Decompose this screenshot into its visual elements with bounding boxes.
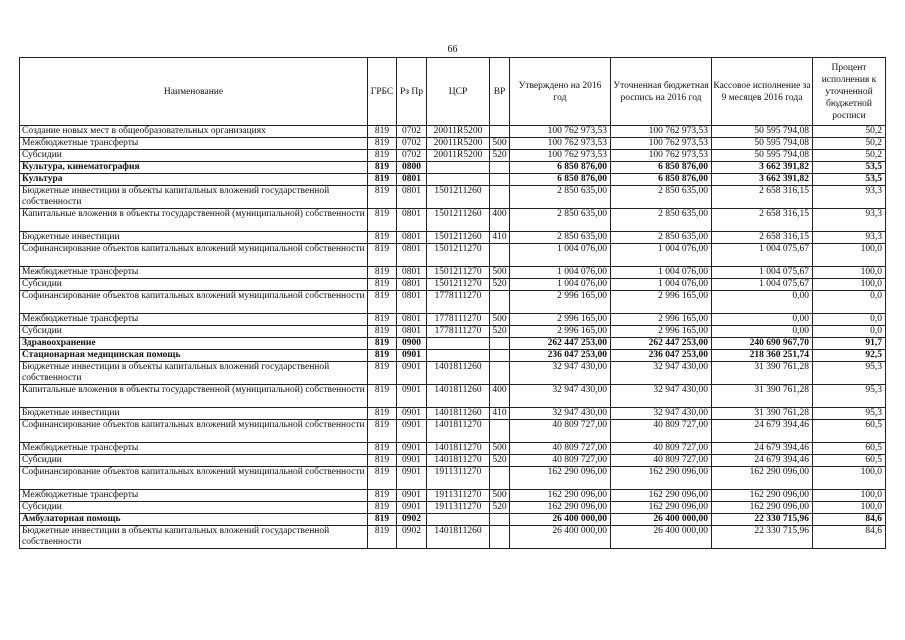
cell-rzpr: 0801 [397,232,427,244]
cell-approved: 40 809 727,00 [510,443,611,455]
cell-refined: 162 290 096,00 [611,467,712,490]
cell-name: Стационарная медицинская помощь [20,350,368,362]
table-row [20,443,886,455]
cell-cash: 2 658 316,15 [712,232,813,244]
table-row [20,455,886,467]
cell-vr: 400 [490,385,510,408]
cell-approved: 100 762 973,53 [510,150,611,162]
cell-rzpr: 0801 [397,279,427,291]
cell-refined: 100 762 973,53 [611,150,712,162]
cell-approved: 32 947 430,00 [510,362,611,385]
table-row [20,526,886,549]
cell-percent: 84,6 [813,526,886,549]
table-row [20,126,886,138]
cell-grbs: 819 [368,455,397,467]
cell-percent: 91,7 [813,338,886,350]
cell-cash: 3 662 391,82 [712,162,813,174]
cell-cash: 240 690 967,70 [712,338,813,350]
cell-cash: 3 662 391,82 [712,174,813,186]
cell-csr: 1778111270 [427,291,490,314]
cell-csr: 1501211260 [427,232,490,244]
cell-refined: 2 996 165,00 [611,291,712,314]
cell-approved: 2 996 165,00 [510,291,611,314]
cell-csr [427,350,490,362]
cell-grbs: 819 [368,385,397,408]
table-body [20,126,886,549]
cell-csr: 1911311270 [427,467,490,490]
cell-rzpr: 0901 [397,408,427,420]
cell-rzpr: 0901 [397,443,427,455]
cell-vr [490,244,510,267]
cell-percent: 60,5 [813,443,886,455]
cell-cash: 22 330 715,96 [712,514,813,526]
cell-name: Софинансирование объектов капитальных вложений муниципальной собственности [20,467,368,490]
cell-percent: 60,5 [813,455,886,467]
cell-vr [490,362,510,385]
cell-name: Софинансирование объектов капитальных вложений муниципальной собственности [20,420,368,443]
cell-vr: 520 [490,502,510,514]
cell-approved: 2 850 635,00 [510,186,611,209]
cell-cash: 1 004 075,67 [712,267,813,279]
cell-cash: 31 390 761,28 [712,408,813,420]
cell-approved: 1 004 076,00 [510,244,611,267]
cell-cash: 0,00 [712,314,813,326]
table-row [20,338,886,350]
cell-grbs: 819 [368,162,397,174]
cell-cash: 50 595 794,08 [712,150,813,162]
cell-refined: 6 850 876,00 [611,162,712,174]
cell-vr [490,174,510,186]
cell-rzpr: 0801 [397,291,427,314]
cell-cash: 31 390 761,28 [712,385,813,408]
cell-refined: 6 850 876,00 [611,174,712,186]
cell-name: Капитальные вложения в объекты государственной (муниципальной) собственности [20,385,368,408]
cell-rzpr: 0901 [397,467,427,490]
cell-csr: 1401811270 [427,455,490,467]
cell-cash: 24 679 394,46 [712,443,813,455]
cell-percent: 95,3 [813,362,886,385]
cell-refined: 162 290 096,00 [611,490,712,502]
cell-refined: 1 004 076,00 [611,279,712,291]
cell-csr: 20011R5200 [427,138,490,150]
cell-cash: 162 290 096,00 [712,467,813,490]
cell-cash: 0,00 [712,291,813,314]
cell-percent: 93,3 [813,209,886,232]
cell-refined: 32 947 430,00 [611,408,712,420]
table-row [20,420,886,443]
cell-name: Межбюджетные трансферты [20,138,368,150]
cell-cash: 218 360 251,74 [712,350,813,362]
cell-vr: 500 [490,490,510,502]
cell-percent: 0,0 [813,314,886,326]
cell-name: Бюджетные инвестиции в объекты капитальных вложений государственной собственности [20,186,368,209]
cell-rzpr: 0801 [397,326,427,338]
cell-grbs: 819 [368,362,397,385]
cell-name: Бюджетные инвестиции в объекты капитальных вложений государственной собственности [20,526,368,549]
cell-approved: 6 850 876,00 [510,174,611,186]
table-row [20,490,886,502]
cell-refined: 26 400 000,00 [611,526,712,549]
header-csr: ЦСР [427,58,490,126]
cell-grbs: 819 [368,467,397,490]
cell-vr: 520 [490,150,510,162]
cell-grbs: 819 [368,232,397,244]
cell-name: Субсидии [20,279,368,291]
cell-grbs: 819 [368,291,397,314]
table-row [20,408,886,420]
cell-csr: 1401811260 [427,385,490,408]
cell-percent: 100,0 [813,267,886,279]
cell-grbs: 819 [368,279,397,291]
table-row [20,502,886,514]
cell-rzpr: 0901 [397,420,427,443]
cell-rzpr: 0902 [397,526,427,549]
cell-refined: 100 762 973,53 [611,126,712,138]
cell-cash: 50 595 794,08 [712,138,813,150]
cell-refined: 40 809 727,00 [611,443,712,455]
table-row [20,350,886,362]
cell-percent: 93,3 [813,186,886,209]
cell-refined: 2 850 635,00 [611,186,712,209]
table-row [20,209,886,232]
cell-rzpr: 0702 [397,138,427,150]
table-row [20,162,886,174]
table-row [20,232,886,244]
table-row [20,267,886,279]
cell-refined: 1 004 076,00 [611,267,712,279]
cell-rzpr: 0901 [397,385,427,408]
cell-vr: 500 [490,138,510,150]
header-refined: Уточненная бюджетная роспись на 2016 год [611,58,712,126]
cell-grbs: 819 [368,443,397,455]
cell-grbs: 819 [368,326,397,338]
cell-refined: 40 809 727,00 [611,455,712,467]
cell-percent: 100,0 [813,467,886,490]
cell-percent: 92,5 [813,350,886,362]
table-row [20,291,886,314]
cell-refined: 2 996 165,00 [611,326,712,338]
cell-grbs: 819 [368,126,397,138]
cell-rzpr: 0702 [397,126,427,138]
cell-rzpr: 0801 [397,244,427,267]
cell-percent: 53,5 [813,162,886,174]
cell-approved: 40 809 727,00 [510,455,611,467]
cell-refined: 162 290 096,00 [611,502,712,514]
cell-name: Софинансирование объектов капитальных вложений муниципальной собственности [20,291,368,314]
cell-rzpr: 0901 [397,490,427,502]
cell-percent: 50,2 [813,150,886,162]
cell-vr [490,338,510,350]
cell-rzpr: 0801 [397,186,427,209]
cell-percent: 100,0 [813,490,886,502]
cell-csr [427,514,490,526]
cell-csr: 1501211270 [427,267,490,279]
table-row [20,244,886,267]
table-row [20,138,886,150]
cell-approved: 100 762 973,53 [510,126,611,138]
cell-grbs: 819 [368,350,397,362]
cell-cash: 2 658 316,15 [712,209,813,232]
header-cash: Кассовое исполнение за 9 месяцев 2016 года [712,58,813,126]
cell-csr: 1401811260 [427,408,490,420]
cell-grbs: 819 [368,526,397,549]
cell-csr: 1501211260 [427,186,490,209]
cell-csr: 1501211270 [427,279,490,291]
cell-name: Бюджетные инвестиции в объекты капитальных вложений государственной собственности [20,362,368,385]
cell-refined: 100 762 973,53 [611,138,712,150]
cell-grbs: 819 [368,514,397,526]
cell-vr [490,291,510,314]
header-percent: Процент исполнения к уточненной бюджетной росписи [813,58,886,126]
cell-percent: 60,5 [813,420,886,443]
cell-refined: 26 400 000,00 [611,514,712,526]
cell-percent: 93,3 [813,232,886,244]
cell-csr: 1401811270 [427,420,490,443]
page-number: 66 [447,44,458,55]
cell-percent: 100,0 [813,244,886,267]
cell-csr: 1401811260 [427,526,490,549]
cell-grbs: 819 [368,150,397,162]
cell-approved: 2 996 165,00 [510,314,611,326]
cell-percent: 84,6 [813,514,886,526]
cell-csr: 1778111270 [427,326,490,338]
cell-vr: 410 [490,232,510,244]
cell-refined: 1 004 076,00 [611,244,712,267]
cell-name: Межбюджетные трансферты [20,443,368,455]
cell-rzpr: 0901 [397,455,427,467]
cell-vr: 520 [490,455,510,467]
cell-approved: 32 947 430,00 [510,408,611,420]
cell-name: Субсидии [20,455,368,467]
cell-csr: 1401811260 [427,362,490,385]
cell-vr: 400 [490,209,510,232]
cell-approved: 6 850 876,00 [510,162,611,174]
cell-vr [490,126,510,138]
cell-name: Здравоохранение [20,338,368,350]
table-row [20,514,886,526]
cell-csr: 1778111270 [427,314,490,326]
cell-approved: 32 947 430,00 [510,385,611,408]
cell-rzpr: 0901 [397,350,427,362]
cell-csr: 1401811270 [427,443,490,455]
cell-refined: 2 850 635,00 [611,209,712,232]
cell-cash: 24 679 394,46 [712,420,813,443]
cell-rzpr: 0901 [397,502,427,514]
cell-percent: 0,0 [813,326,886,338]
cell-name: Субсидии [20,150,368,162]
cell-rzpr: 0800 [397,162,427,174]
cell-name: Культура, кинематография [20,162,368,174]
cell-approved: 26 400 000,00 [510,526,611,549]
cell-refined: 236 047 253,00 [611,350,712,362]
cell-vr [490,514,510,526]
cell-cash: 0,00 [712,326,813,338]
table-row [20,362,886,385]
cell-refined: 262 447 253,00 [611,338,712,350]
cell-rzpr: 0801 [397,267,427,279]
cell-approved: 236 047 253,00 [510,350,611,362]
cell-name: Субсидии [20,326,368,338]
cell-vr [490,420,510,443]
cell-name: Капитальные вложения в объекты государственной (муниципальной) собственности [20,209,368,232]
cell-refined: 2 850 635,00 [611,232,712,244]
cell-name: Культура [20,174,368,186]
cell-name: Межбюджетные трансферты [20,490,368,502]
cell-name: Межбюджетные трансферты [20,267,368,279]
cell-cash: 1 004 075,67 [712,279,813,291]
table-row [20,326,886,338]
cell-approved: 26 400 000,00 [510,514,611,526]
cell-csr [427,174,490,186]
cell-name: Субсидии [20,502,368,514]
cell-cash: 2 658 316,15 [712,186,813,209]
cell-approved: 1 004 076,00 [510,279,611,291]
cell-rzpr: 0900 [397,338,427,350]
cell-rzpr: 0702 [397,150,427,162]
cell-csr: 1501211270 [427,244,490,267]
cell-csr [427,162,490,174]
table-header-row [20,58,886,126]
cell-rzpr: 0801 [397,209,427,232]
cell-vr: 520 [490,279,510,291]
cell-vr: 520 [490,326,510,338]
cell-vr: 500 [490,443,510,455]
cell-grbs: 819 [368,267,397,279]
header-name: Наименование [20,58,368,126]
cell-grbs: 819 [368,209,397,232]
cell-vr: 410 [490,408,510,420]
cell-grbs: 819 [368,408,397,420]
header-grbs: ГРБС [368,58,397,126]
cell-approved: 162 290 096,00 [510,502,611,514]
cell-percent: 0,0 [813,291,886,314]
table-row [20,385,886,408]
cell-csr [427,338,490,350]
cell-percent: 50,2 [813,138,886,150]
cell-approved: 40 809 727,00 [510,420,611,443]
cell-rzpr: 0801 [397,174,427,186]
cell-grbs: 819 [368,244,397,267]
cell-vr [490,162,510,174]
table-row [20,150,886,162]
table-row [20,467,886,490]
header-vr: ВР [490,58,510,126]
cell-csr: 1911311270 [427,490,490,502]
cell-name: Создание новых мест в общеобразовательных организациях [20,126,368,138]
cell-approved: 262 447 253,00 [510,338,611,350]
cell-csr: 1501211260 [427,209,490,232]
cell-percent: 100,0 [813,279,886,291]
cell-grbs: 819 [368,174,397,186]
cell-approved: 100 762 973,53 [510,138,611,150]
cell-vr [490,526,510,549]
budget-table [19,57,886,549]
cell-vr [490,350,510,362]
cell-name: Межбюджетные трансферты [20,314,368,326]
cell-grbs: 819 [368,420,397,443]
cell-grbs: 819 [368,186,397,209]
cell-refined: 40 809 727,00 [611,420,712,443]
table-row [20,279,886,291]
cell-approved: 162 290 096,00 [510,490,611,502]
cell-approved: 2 996 165,00 [510,326,611,338]
cell-grbs: 819 [368,314,397,326]
cell-refined: 32 947 430,00 [611,385,712,408]
cell-vr [490,467,510,490]
cell-csr: 20011R5200 [427,150,490,162]
cell-cash: 50 595 794,08 [712,126,813,138]
cell-rzpr: 0902 [397,514,427,526]
cell-approved: 162 290 096,00 [510,467,611,490]
cell-approved: 2 850 635,00 [510,209,611,232]
cell-approved: 1 004 076,00 [510,267,611,279]
cell-vr: 500 [490,267,510,279]
cell-csr: 20011R5200 [427,126,490,138]
cell-cash: 31 390 761,28 [712,362,813,385]
cell-cash: 1 004 075,67 [712,244,813,267]
cell-refined: 2 996 165,00 [611,314,712,326]
header-approved: Утверждено на 2016 год [510,58,611,126]
cell-csr: 1911311270 [427,502,490,514]
cell-refined: 32 947 430,00 [611,362,712,385]
cell-rzpr: 0801 [397,314,427,326]
cell-grbs: 819 [368,138,397,150]
cell-rzpr: 0901 [397,362,427,385]
table-row [20,174,886,186]
cell-percent: 95,3 [813,385,886,408]
header-rzpr: Рз Пр [397,58,427,126]
cell-grbs: 819 [368,490,397,502]
cell-cash: 162 290 096,00 [712,490,813,502]
cell-name: Софинансирование объектов капитальных вложений муниципальной собственности [20,244,368,267]
cell-grbs: 819 [368,338,397,350]
cell-cash: 24 679 394,46 [712,455,813,467]
cell-name: Бюджетные инвестиции [20,408,368,420]
cell-vr [490,186,510,209]
cell-percent: 100,0 [813,502,886,514]
cell-name: Амбулаторная помощь [20,514,368,526]
cell-percent: 95,3 [813,408,886,420]
table-row [20,186,886,209]
cell-cash: 22 330 715,96 [712,526,813,549]
cell-percent: 50,2 [813,126,886,138]
cell-cash: 162 290 096,00 [712,502,813,514]
cell-approved: 2 850 635,00 [510,232,611,244]
cell-grbs: 819 [368,502,397,514]
cell-vr: 500 [490,314,510,326]
table-row [20,314,886,326]
cell-percent: 53,5 [813,174,886,186]
cell-name: Бюджетные инвестиции [20,232,368,244]
